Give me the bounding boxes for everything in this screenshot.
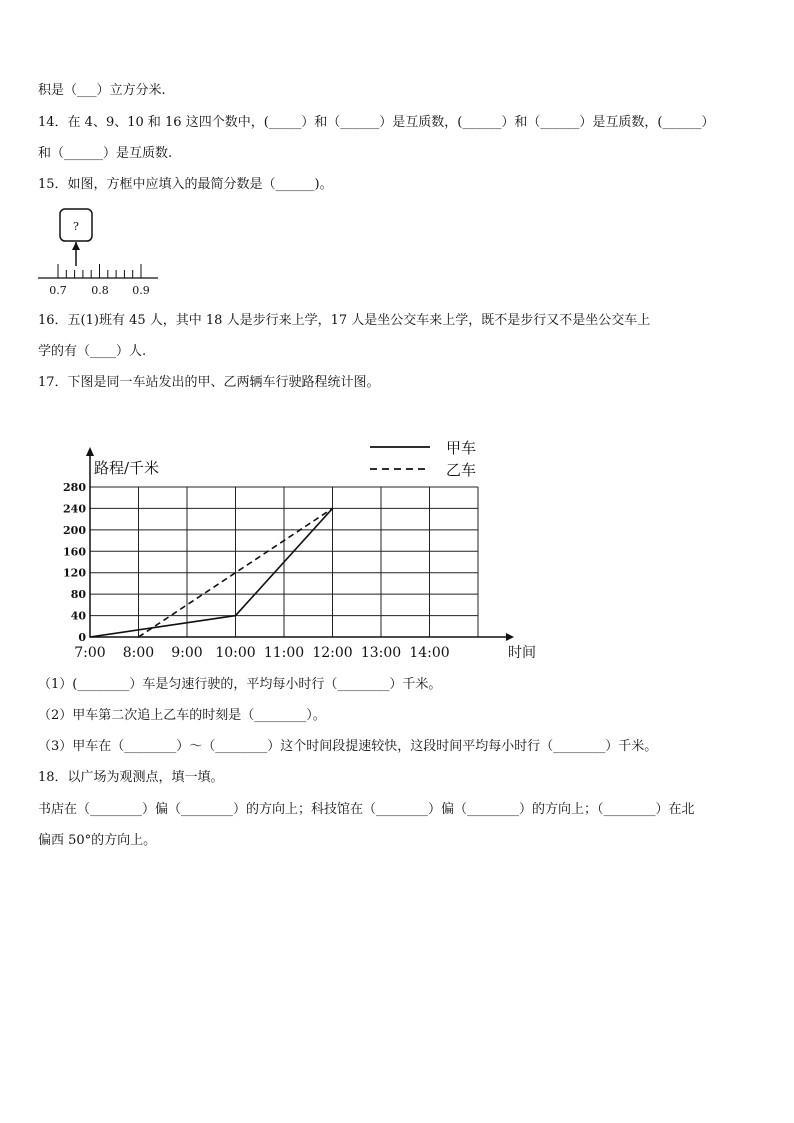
question-18-line-3: 偏西 50°的方向上。	[38, 833, 157, 848]
y-tick-label: 160	[63, 545, 86, 559]
x-tick-label: 14:00	[409, 645, 450, 661]
y-tick-label: 200	[63, 523, 86, 537]
answer-box-mark: ?	[73, 220, 79, 233]
legend-label: 甲车	[446, 439, 477, 457]
question-14-line-2: 和（______）是互质数.	[38, 146, 173, 161]
x-tick-label: 13:00	[360, 645, 402, 661]
y-tick-label: 280	[63, 481, 86, 494]
data-point	[89, 636, 91, 638]
x-tick-label: 9:00	[171, 645, 203, 661]
question-16-line-1: 16．五(1)班有 45 人，其中 18 人是步行来上学，17 人是坐公交车来上学，既不是步行又不是坐公交车上	[38, 313, 651, 328]
x-tick-label: 11:00	[263, 645, 305, 661]
number-line-figure	[34, 206, 174, 300]
arrow-head	[72, 242, 80, 250]
legend-label: 乙车	[446, 461, 477, 479]
y-tick-label: 120	[63, 566, 86, 580]
y-tick-label: 0	[78, 631, 86, 644]
x-axis-arrow	[506, 633, 514, 641]
x-tick-label: 8:00	[122, 645, 155, 661]
x-axis-label: 时间	[508, 645, 536, 661]
question-14-line-1: 14．在 4、9、10 和 16 这四个数中，(_____）和（______）是互质数，(______）和（______）是互质数，(______）	[38, 115, 715, 130]
y-axis-arrow	[86, 447, 94, 456]
question-17-part-2: （2）甲车第二次追上乙车的时刻是（________）。	[38, 708, 326, 723]
chart-legend	[370, 439, 476, 479]
y-tick-label: 80	[70, 588, 86, 602]
x-tick-label: 10:00	[215, 645, 256, 661]
question-17: 17．下图是同一车站发出的甲、乙两辆车行驶路程统计图。	[38, 375, 380, 390]
minor-ticks	[58, 264, 141, 278]
tick-label-0-7: 0.7	[49, 284, 67, 297]
question-16-line-2: 学的有（____）人.	[38, 344, 147, 359]
x-tick-label: 12:00	[312, 645, 353, 661]
data-point	[235, 615, 237, 617]
tick-label-0-9: 0.9	[132, 284, 150, 297]
data-point	[332, 508, 334, 510]
y-axis-label: 路程/千米	[94, 459, 160, 477]
question-17-part-3: （3）甲车在（________）～（________）这个时间段提速较快，这段时间平均每小时行（________）千米。	[38, 739, 658, 754]
y-tick-label: 240	[63, 502, 86, 516]
question-17-part-1: （1）(________）车是匀速行驶的，平均每小时行（________）千米。	[38, 677, 442, 692]
x-tick-label: 7:00	[74, 645, 106, 661]
question-15: 15．如图，方框中应填入的最简分数是（______)。	[38, 177, 333, 192]
distance-time-chart	[50, 432, 570, 667]
y-tick-label: 40	[70, 609, 86, 623]
question-18: 18．以广场为观测点，填一填。	[38, 770, 224, 785]
question-18-line-2: 书店在（________）偏（________）的方向上；科技馆在（________）偏（________）的方向上；（________）在北	[38, 802, 695, 817]
tick-label-0-8: 0.8	[91, 284, 109, 297]
text-line-1: 积是（___）立方分米.	[38, 83, 166, 98]
data-point	[138, 636, 140, 638]
